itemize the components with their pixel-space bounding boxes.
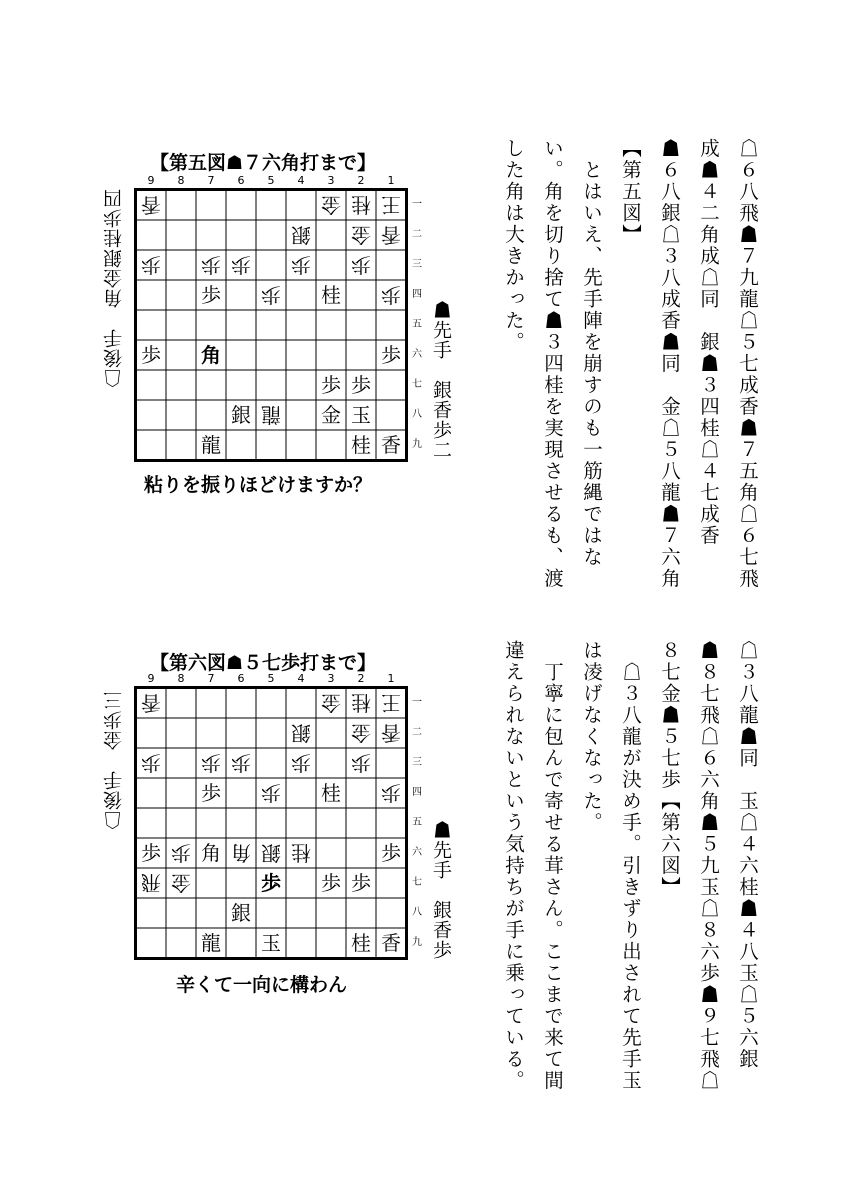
row-number: 一 — [412, 697, 422, 708]
board-piece: 香 — [381, 223, 401, 247]
gote-hand: ☖後手 金歩三 — [103, 690, 125, 830]
column-number: 2 — [357, 672, 365, 685]
column-number: 4 — [297, 174, 305, 187]
board-piece: 歩 — [231, 751, 251, 775]
board-piece: 歩 — [291, 751, 311, 775]
commentary-line: 成☗４二角成☖同 銀☗３四桂☖４七成香 — [697, 138, 720, 547]
gote-hand: ☖後手 角金銀桂歩四 — [103, 188, 125, 388]
board-piece: 飛 — [141, 871, 161, 895]
board-piece: 歩 — [321, 871, 341, 895]
board-piece: 歩 — [201, 283, 221, 307]
board-piece: 金 — [321, 193, 341, 217]
board-piece: 歩 — [201, 253, 221, 277]
commentary-line: ☖３八龍☗同 玉☖４六桂☗４八玉☖５六銀 — [736, 640, 759, 1070]
column-number: 1 — [387, 174, 395, 187]
column-number: 7 — [207, 672, 215, 685]
board-piece: 王 — [381, 193, 401, 217]
column-number: 6 — [237, 174, 245, 187]
sente-hand: ☗先手 銀香歩 — [430, 820, 452, 960]
commentary-block-1 — [494, 138, 767, 608]
commentary-line: 丁寧に包んで寄せる茸さん。ここまで来て間 — [541, 640, 564, 1092]
row-number: 二 — [412, 727, 422, 738]
board-piece: 金 — [321, 403, 341, 427]
diagram-caption: 辛くて一向に構わん — [176, 974, 348, 996]
board-piece: 金 — [351, 721, 371, 745]
board-piece: 銀 — [231, 901, 251, 925]
board-piece: 桂 — [321, 283, 341, 307]
commentary-line: は凌げなくなった。 — [580, 640, 603, 834]
board-piece: 歩 — [171, 841, 191, 865]
commentary-line: い。角を切り捨て☗３四桂を実現させるも、渡 — [541, 138, 564, 590]
board-piece: 金 — [351, 223, 371, 247]
board-piece: 歩 — [201, 781, 221, 805]
column-number: 5 — [267, 174, 275, 187]
row-number: 三 — [412, 259, 422, 270]
column-number: 7 — [207, 174, 215, 187]
board-piece: 王 — [381, 691, 401, 715]
row-number: 七 — [412, 379, 422, 390]
column-number: 9 — [147, 174, 155, 187]
commentary-line: ☖３八龍が決め手。引きずり出されて先手玉 — [619, 640, 642, 1092]
board-piece: 桂 — [351, 433, 371, 457]
row-number: 六 — [412, 847, 422, 858]
row-number: 四 — [412, 289, 422, 300]
column-number: 2 — [357, 174, 365, 187]
board-piece: 角 — [201, 841, 221, 865]
board-piece: 歩 — [381, 343, 401, 367]
board-piece: 銀 — [291, 721, 311, 745]
diagram-caption: 粘りを振りほどけますか？ — [144, 474, 373, 496]
board-piece: 歩 — [291, 253, 311, 277]
column-number: 8 — [177, 174, 185, 187]
board-piece: 銀 — [261, 841, 281, 865]
board-piece: 歩 — [231, 253, 251, 277]
board-piece: 桂 — [291, 841, 311, 865]
column-number: 5 — [267, 672, 275, 685]
shogi-board — [134, 686, 408, 960]
row-number: 三 — [412, 757, 422, 768]
board-piece: 歩 — [261, 283, 281, 307]
board-piece: 歩 — [381, 781, 401, 805]
board-piece: 香 — [141, 691, 161, 715]
column-number: 4 — [297, 672, 305, 685]
board-piece: 龍 — [261, 403, 281, 427]
board-piece: 銀 — [291, 223, 311, 247]
row-number: 五 — [412, 319, 422, 330]
board-piece: 歩 — [351, 751, 371, 775]
board-piece: 歩 — [351, 871, 371, 895]
board-piece: 歩 — [141, 841, 161, 865]
row-number: 二 — [412, 229, 422, 240]
commentary-line: ８七金☗５七歩【第六図】 — [658, 640, 681, 898]
board-piece: 桂 — [351, 931, 371, 955]
row-number: 八 — [412, 907, 422, 918]
board-piece: 歩 — [141, 343, 161, 367]
column-number: 3 — [327, 672, 335, 685]
row-number: 九 — [412, 937, 422, 948]
board-piece: 香 — [381, 931, 401, 955]
board-piece: 龍 — [201, 931, 221, 955]
row-number: 七 — [412, 877, 422, 888]
column-number: 8 — [177, 672, 185, 685]
row-number: 九 — [412, 439, 422, 450]
column-number: 9 — [147, 672, 155, 685]
board-piece: 角 — [231, 841, 251, 865]
column-number: 6 — [237, 672, 245, 685]
board-piece: 金 — [171, 871, 191, 895]
board-piece: 香 — [381, 433, 401, 457]
commentary-line: ☗６八銀☖３八成香☗同 金☖５八龍☗７六角 — [658, 138, 681, 590]
commentary-block-2 — [494, 640, 767, 1100]
commentary-line: とはいえ、先手陣を崩すのも一筋縄ではな — [580, 138, 603, 568]
board-piece: 玉 — [261, 931, 281, 955]
board-piece: 香 — [141, 193, 161, 217]
board-piece: 角 — [201, 343, 221, 367]
board-piece: 龍 — [201, 433, 221, 457]
board-piece: 歩 — [381, 283, 401, 307]
commentary-line: ☖６八飛☗７九龍☖５七成香☗７五角☖６七飛 — [736, 138, 759, 590]
board-piece: 桂 — [351, 193, 371, 217]
board-piece: 桂 — [321, 781, 341, 805]
commentary-line: 【第五図】 — [619, 138, 642, 246]
column-number: 1 — [387, 672, 395, 685]
board-piece: 歩 — [201, 751, 221, 775]
commentary-line: した角は大きかった。 — [502, 138, 525, 353]
board-piece: 歩 — [351, 253, 371, 277]
board-piece: 歩 — [261, 871, 281, 895]
board-piece: 銀 — [231, 403, 251, 427]
sente-hand: ☗先手 銀香歩二 — [430, 300, 452, 460]
commentary-line: 違えられないという気持ちが手に乗っている。 — [502, 640, 525, 1092]
board-piece: 金 — [321, 691, 341, 715]
row-number: 八 — [412, 409, 422, 420]
diagram-title: 【第五図☗７六角打まで】 — [150, 152, 377, 174]
board-piece: 玉 — [351, 403, 371, 427]
row-number: 五 — [412, 817, 422, 828]
board-piece: 歩 — [381, 841, 401, 865]
column-number: 3 — [327, 174, 335, 187]
board-piece: 桂 — [351, 691, 371, 715]
row-number: 四 — [412, 787, 422, 798]
board-piece: 歩 — [321, 373, 341, 397]
board-piece: 歩 — [351, 373, 371, 397]
board-piece: 歩 — [141, 751, 161, 775]
board-piece: 香 — [381, 721, 401, 745]
board-piece: 歩 — [261, 781, 281, 805]
row-number: 一 — [412, 199, 422, 210]
diagram-title: 【第六図☗５七歩打まで】 — [150, 652, 377, 674]
commentary-line: ☗８七飛☖６六角☗５九玉☖８六歩☗９七飛☖ — [697, 640, 720, 1092]
board-piece: 歩 — [141, 253, 161, 277]
row-number: 六 — [412, 349, 422, 360]
